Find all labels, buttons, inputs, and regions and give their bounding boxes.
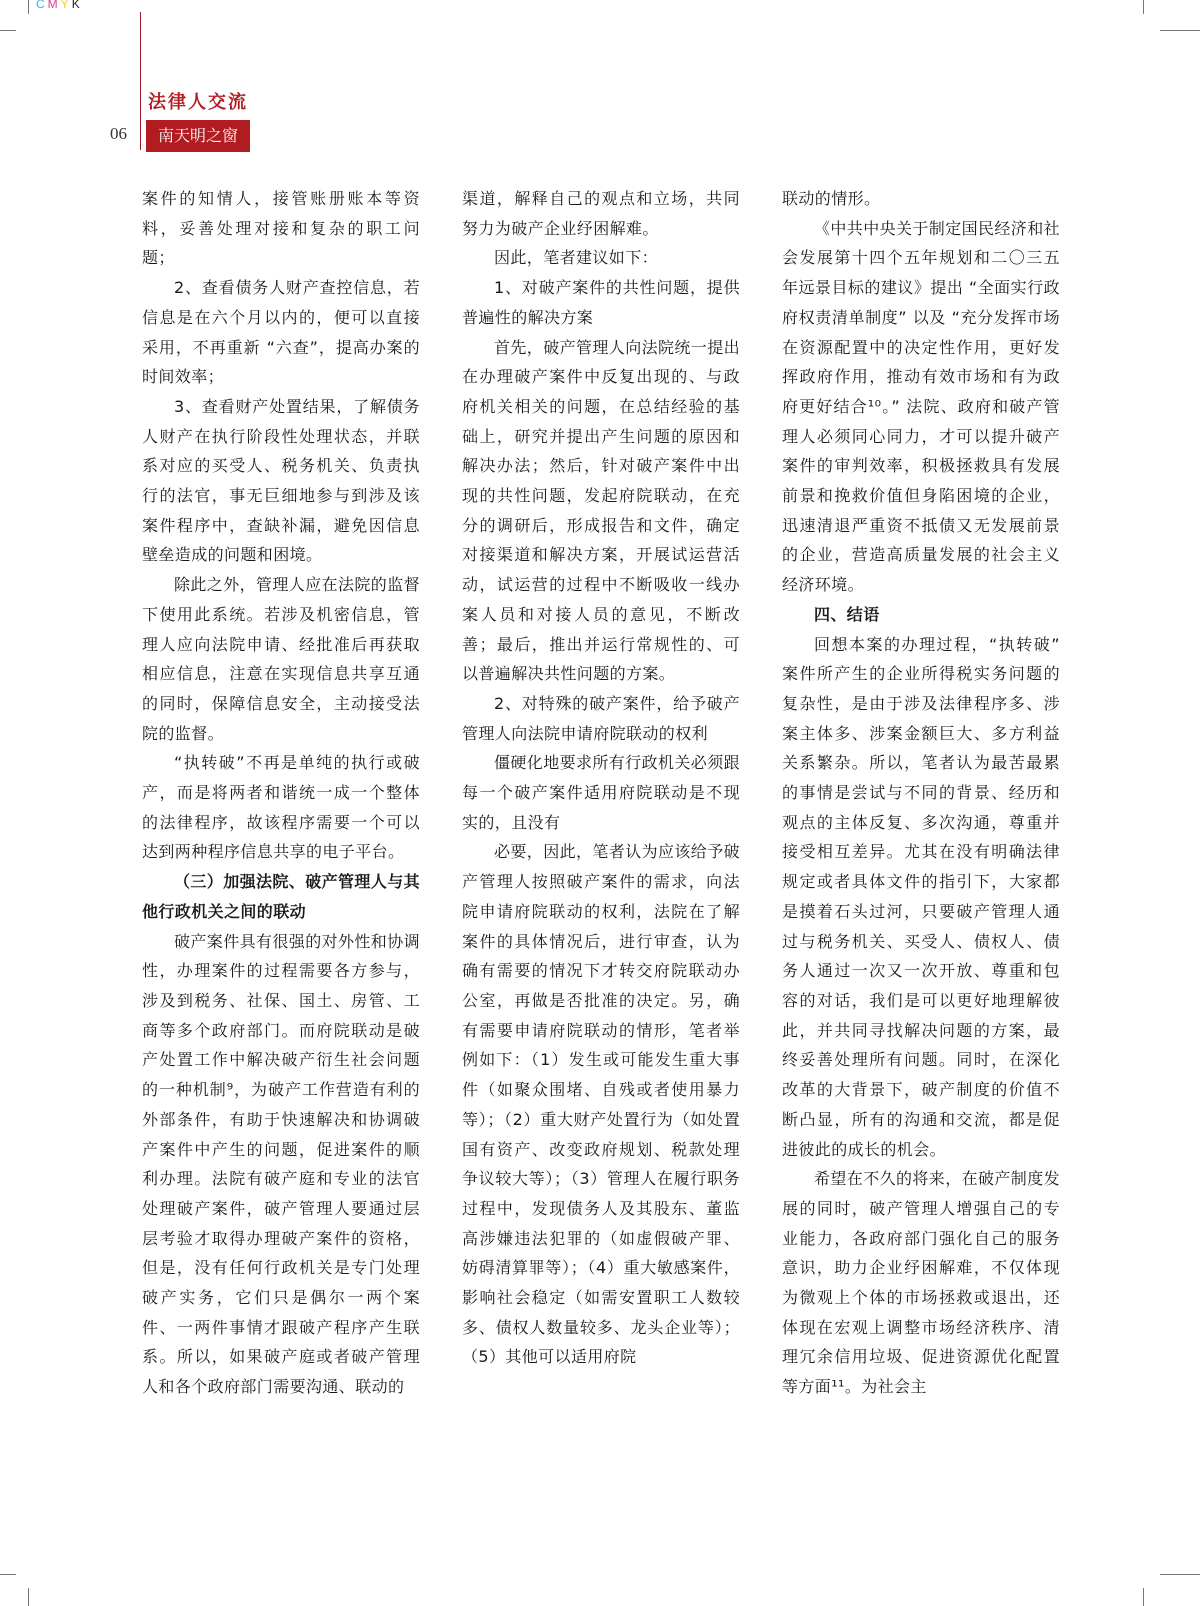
- page-number: 06: [110, 124, 127, 143]
- section-title: 法律人交流: [148, 92, 248, 113]
- paragraph: 首先，破产管理人向法院统一提出在办理破产案件中反复出现的、与政府机关相关的问题，在总结经验的基础上，研究并提出产生问题的原因和解决办法；然后，针对破产案件中出现的共性问题，发起府院联动，在充分的调研后，形成报告和文件，确定对接渠道和解决方案，开展试运营活动，试运营的过程中不断吸收一线办案人员和对接人员的意见，不断改善；最后，推出并运行常规性的、可以普遍解决共性问题的方案。: [462, 337, 741, 684]
- crop-mark-top-right-h: [1160, 30, 1200, 31]
- crop-mark-bottom-right-h: [1160, 1574, 1200, 1575]
- cmyk-k: K: [71, 0, 83, 11]
- column-badge: 南天明之窗: [146, 120, 250, 152]
- text-column-3: [782, 184, 1060, 1402]
- crop-mark-bottom-left-v: [28, 1588, 29, 1606]
- paragraph: 希望在不久的将来，在破产制度发展的同时，破产管理人增强自己的专业能力，各政府部门强化自己的服务意识，助力企业纾困解难，不仅体现为微观上个体的市场拯救或退出，还体现在宏观上调整市场经济秩序、清理冗余信用垃圾、促进资源优化配置等方面¹¹。为社会主: [782, 1169, 1061, 1397]
- paragraph: “执转破”不再是单纯的执行或破产，而是将两者和谐统一成一个整体的法律程序，故该程序需要一个可以达到两种程序信息共享的电子平台。: [142, 753, 420, 862]
- paragraph: 联动的情形。: [782, 189, 881, 208]
- paragraph: 渠道，解释自己的观点和立场，共同努力为破产企业纾困解难。: [462, 189, 740, 238]
- paragraph: 必要，因此，笔者认为应该给予破产管理人按照破产案件的需求，向法院申请府院联动的权利，法院在了解案件的具体情况后，进行审查，认为确有需要的情况下才转交府院联动办公室，再做是否批准的决定。另，确有需要申请府院联动的情形，笔者举例如下：（1）发生或可能发生重大事件（如聚众围堵、自残或者使用暴力等）；（2）重大财产处置行为（如处置国有资产、改变政府规划、税款处理争议较大等）；（3）管理人在履行职务过程中，发现债务人及其股东、董监高涉嫌违法犯罪的（如虚假破产罪、妨碍清算罪等）；（4）重大敏感案件，影响社会稳定（如需安置职工人数较多、债权人数量较多、龙头企业等）；（5）其他可以适用府院: [462, 842, 741, 1367]
- paragraph: 2、查看债务人财产查控信息，若信息是在六个月以内的，便可以直接采用，不再重新 “六查”，提高办案的时间效率；: [142, 278, 420, 387]
- crop-mark-top-left-v: [28, 0, 29, 14]
- section-heading: （三）加强法院、破产管理人与其他行政机关之间的联动: [142, 872, 421, 921]
- section-heading: 四、结语: [814, 604, 880, 624]
- cmyk-y: Y: [60, 0, 72, 11]
- header-divider: [140, 12, 141, 150]
- paragraph: 2、对特殊的破产案件，给予破产管理人向法院申请府院联动的权利: [462, 693, 740, 743]
- crop-mark-bottom-left-h: [0, 1574, 16, 1575]
- paragraph: 因此，笔者建议如下：: [494, 248, 659, 268]
- paragraph: 僵硬化地要求所有行政机关必须跟每一个破产案件适用府院联动是不现实的，且没有: [462, 753, 741, 832]
- cmyk-c: C: [36, 0, 48, 11]
- cmyk-m: M: [47, 0, 61, 11]
- crop-mark-top-right-v: [1143, 0, 1144, 14]
- paragraph: 除此之外，管理人应在法院的监督下使用此系统。若涉及机密信息，管理人应向法院申请、经批准后再获取相应信息，注意在实现信息共享互通的同时，保障信息安全，主动接受法院的监督。: [142, 575, 421, 743]
- crop-mark-top-left-h: [0, 30, 16, 31]
- paragraph: 3、查看财产处置结果，了解债务人财产在执行阶段性处理状态，并联系对应的买受人、税务机关、负责执行的法官，事无巨细地参与到涉及该案件程序中，查缺补漏，避免因信息壁垒造成的问题和困境。: [142, 396, 420, 565]
- crop-mark-bottom-right-v: [1143, 1588, 1144, 1606]
- text-column-1: [142, 184, 420, 1402]
- paragraph: 回想本案的办理过程，“执转破” 案件所产生的企业所得税实务问题的复杂性，是由于涉及法律程序多、涉案主体多、涉案金额巨大、多方利益关系繁杂。所以，笔者认为最苦最累的事情是尝试与不同的背景、经历和观点的主体反复、多次沟通，尊重并接受相互差异。尤其在没有明确法律规定或者具体文件的指引下，大家都是摸着石头过河，只要破产管理人通过与税务机关、买受人、债权人、债务人通过一次又一次开放、尊重和包容的对话，我们是可以更好地理解彼此，并共同寻找解决问题的方案，最终妥善处理所有问题。同时，在深化改革的大背景下，破产制度的价值不断凸显，所有的沟通和交流，都是促进彼此的成长的机会。: [782, 634, 1060, 1159]
- paragraph: 《中共中央关于制定国民经济和社会发展第十四个五年规划和二〇三五年远景目标的建议》提出 “全面实行政府权责清单制度” 以及 “充分发挥市场在资源配置中的决定性作用，更好发挥政府作用，推动有效市场和有为政府更好结合¹⁰。” 法院、政府和破产管理人必须同心同力，才可以提升破产案件的审判效率，积极拯救具有发展前景和挽救价值但身陷困境的企业，迅速清退严重资不抵债又无发展前景的企业，营造高质量发展的社会主义经济环境。: [782, 218, 1061, 595]
- cmyk-color-bar: [36, 0, 83, 11]
- paragraph: 1、对破产案件的共性问题，提供普遍性的解决方案: [462, 278, 740, 327]
- paragraph: 案件的知情人，接管账册账本等资料，妥善处理对接和复杂的职工问题；: [142, 189, 420, 268]
- text-column-2: [462, 184, 740, 1372]
- paragraph: 破产案件具有很强的对外性和协调性，办理案件的过程需要各方参与，涉及到税务、社保、国土、房管、工商等多个政府部门。而府院联动是破产处置工作中解决破产衍生社会问题的一种机制⁹，为破产工作营造有利的外部条件，有助于快速解决和协调破产案件中产生的问题，促进案件的顺利办理。法院有破产庭和专业的法官处理破产案件，破产管理人要通过层层考验才取得办理破产案件的资格，但是，没有任何行政机关是专门处理破产实务，它们只是偶尔一两个案件、一两件事情才跟破产程序产生联系。所以，如果破产庭或者破产管理人和各个政府部门需要沟通、联动的: [142, 931, 421, 1397]
